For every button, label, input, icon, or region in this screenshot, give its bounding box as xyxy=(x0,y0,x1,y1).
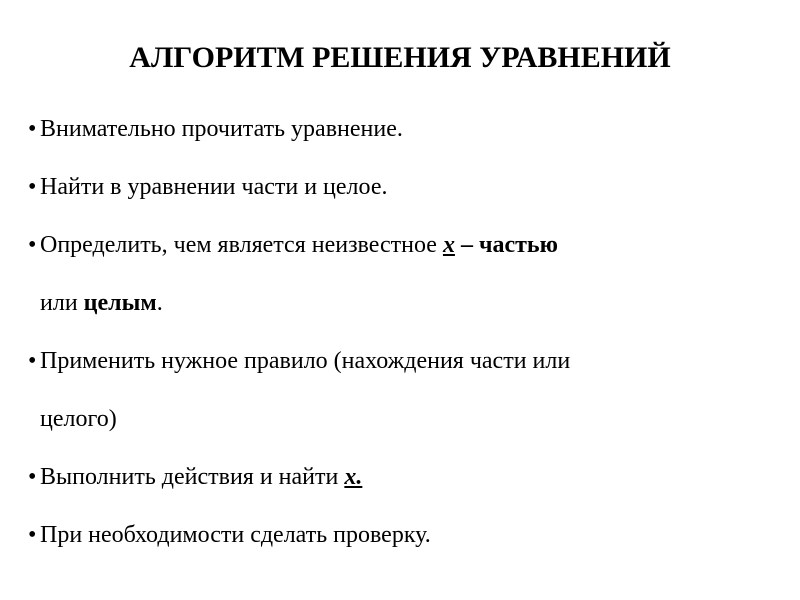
bullet-icon: • xyxy=(28,522,37,548)
bullet-icon: • xyxy=(28,174,37,200)
algorithm-list xyxy=(28,100,788,564)
bullet-icon: • xyxy=(28,348,37,374)
list-item xyxy=(28,100,788,158)
list-item xyxy=(28,158,788,216)
list-item xyxy=(28,332,788,448)
item-text: или xyxy=(40,290,84,316)
item-text: Внимательно прочитать уравнение. xyxy=(40,116,403,142)
item-text: При необходимости сделать проверку. xyxy=(40,522,431,548)
part-word: – частью xyxy=(454,232,558,258)
item-text: Найти в уравнении части и целое. xyxy=(40,174,388,200)
unknown-variable: x xyxy=(442,232,455,258)
page-title: АЛГОРИТМ РЕШЕНИЯ УРАВНЕНИЙ xyxy=(129,41,671,74)
item-text: Выполнить действия и найти xyxy=(40,464,345,490)
bullet-icon: • xyxy=(28,116,37,142)
item-text: Определить, чем является неизвестное xyxy=(40,232,443,258)
list-item xyxy=(28,506,788,564)
item-text: целого) xyxy=(40,406,117,432)
item-text: Применить нужное правило (нахождения части или xyxy=(40,348,571,374)
list-item xyxy=(28,448,788,506)
list-item xyxy=(28,216,788,332)
bullet-icon: • xyxy=(28,232,37,258)
item-text: . xyxy=(156,290,163,316)
bullet-icon: • xyxy=(28,464,37,490)
whole-word: целым xyxy=(83,290,157,316)
unknown-variable: x. xyxy=(344,464,363,490)
